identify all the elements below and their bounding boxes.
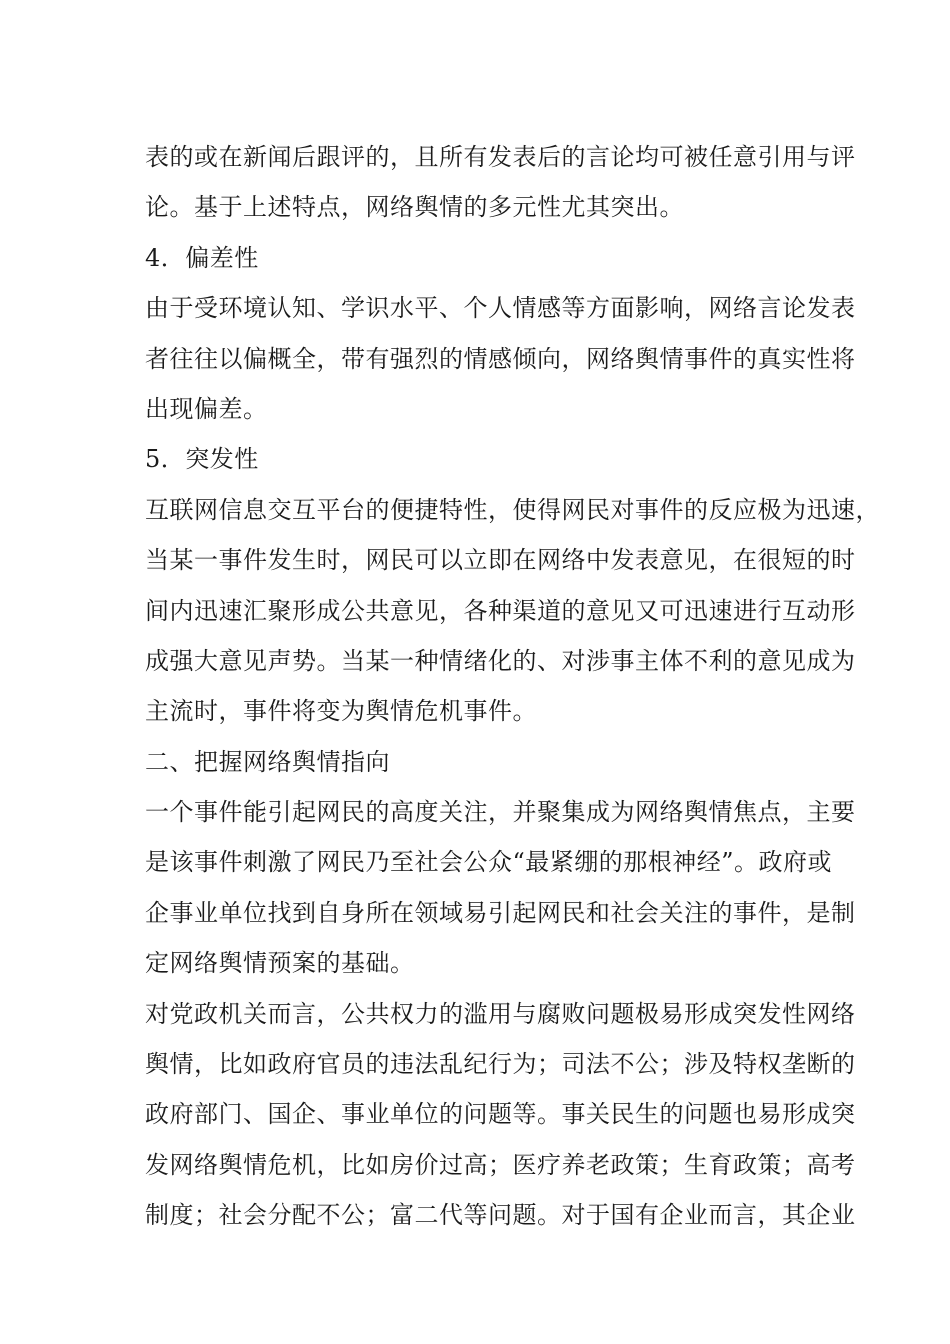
- text-line: 间内迅速汇聚形成公共意见，各种渠道的意见又可迅速进行互动形: [145, 596, 856, 625]
- text-line: 表的或在新闻后跟评的，且所有发表后的言论均可被任意引用与评: [145, 143, 856, 171]
- text-line: 主流时，事件将变为舆情危机事件。: [145, 697, 537, 726]
- text-line: 一个事件能引起网民的高度关注，并聚集成为网络舆情焦点，主要: [145, 798, 856, 827]
- text-line: 成强大意见声势。当某一种情绪化的、对涉事主体不利的意见成为: [145, 646, 856, 675]
- text-line: 论。基于上述特点，网络舆情的多元性尤其突出。: [145, 193, 684, 222]
- section-heading: 5．突发性: [145, 445, 259, 474]
- text-line: 政府部门、国企、事业单位的问题等。事关民生的问题也易形成突: [145, 1100, 856, 1129]
- text-line: 当某一事件发生时，网民可以立即在网络中发表意见，在很短的时: [145, 546, 856, 575]
- text-line: 是该事件刺激了网民乃至社会公众“最紧绷的那根神经”。政府或: [145, 848, 833, 877]
- text-line: 企事业单位找到自身所在领域易引起网民和社会关注的事件，是制: [145, 898, 856, 927]
- section-heading: 4．偏差性: [145, 243, 259, 272]
- text-line: 对党政机关而言，公共权力的滥用与腐败问题极易形成突发性网络: [145, 999, 856, 1028]
- document-page: [145, 132, 880, 1241]
- text-line: 由于受环境认知、学识水平、个人情感等方面影响，网络言论发表: [145, 294, 856, 323]
- text-line: 出现偏差。: [145, 394, 268, 423]
- text-line: 发网络舆情危机，比如房价过高；医疗养老政策；生育政策；高考: [145, 1150, 856, 1179]
- text-line: 者往往以偏概全，带有强烈的情感倾向，网络舆情事件的真实性将: [145, 344, 856, 373]
- section-heading: 二、把握网络舆情指向: [145, 747, 390, 776]
- text-line: 互联网信息交互平台的便捷特性，使得网民对事件的反应极为迅速，: [145, 495, 880, 524]
- text-line: 定网络舆情预案的基础。: [145, 949, 415, 978]
- text-line: 制度；社会分配不公；富二代等问题。对于国有企业而言，其企业: [145, 1201, 856, 1230]
- text-line: 舆情，比如政府官员的违法乱纪行为；司法不公；涉及特权垄断的: [145, 1050, 856, 1079]
